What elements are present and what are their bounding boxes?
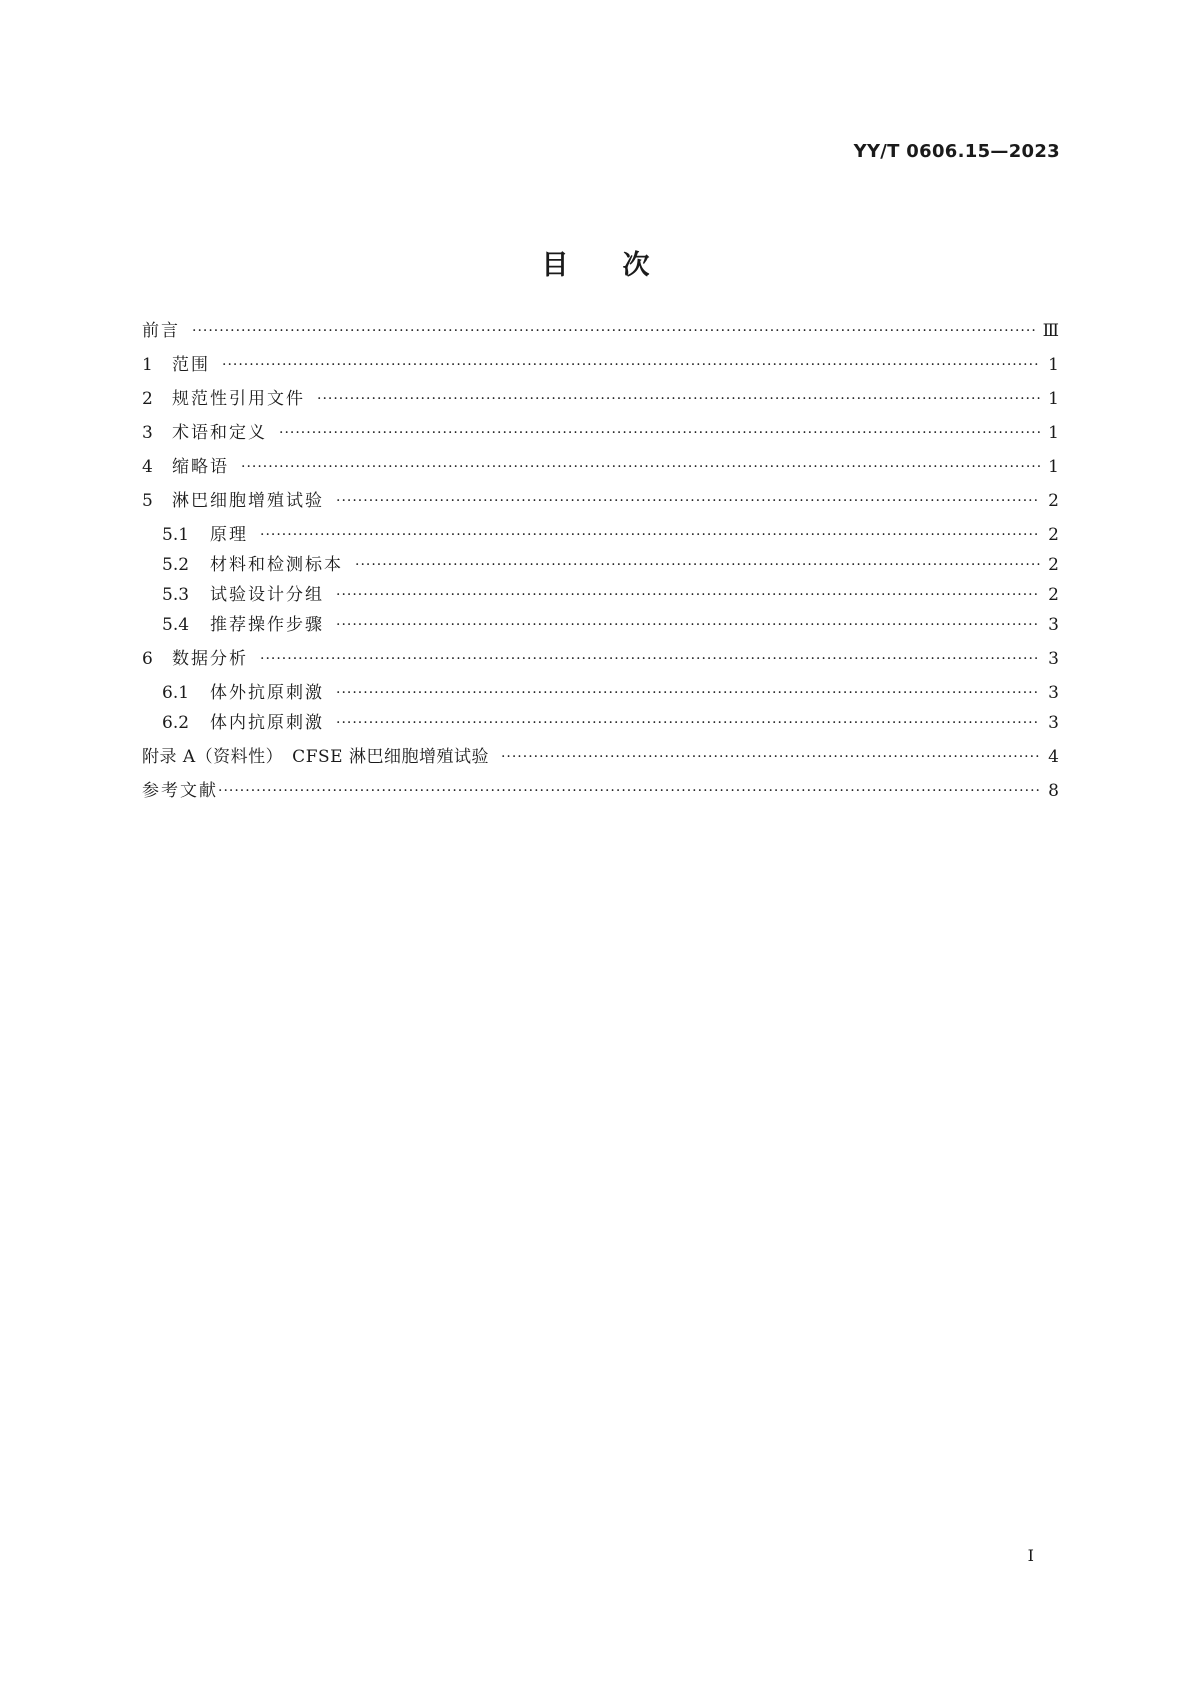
toc-leader-dots <box>260 646 1040 672</box>
toc-leader-dots <box>336 680 1040 706</box>
toc-entry-label: 材料和检测标本 <box>210 555 343 575</box>
toc-entry-label: 规范性引用文件 <box>172 389 305 409</box>
toc-entry-page: 3 <box>1048 713 1059 733</box>
toc-entry-page: 3 <box>1048 683 1059 703</box>
toc-entry-number: 6.1 <box>162 683 190 703</box>
toc-entry-label: 前言 <box>142 321 180 341</box>
toc-leader-dots <box>501 744 1040 770</box>
toc-entry-page: 2 <box>1048 585 1059 605</box>
toc-entry-number: 3 <box>142 423 153 443</box>
document-code: YY/T 0606.15—2023 <box>853 141 1060 162</box>
toc-entry-6[interactable] <box>142 646 1059 672</box>
toc-entry-number: 5.4 <box>162 615 190 635</box>
toc-leader-dots <box>336 488 1040 514</box>
toc-entry-4[interactable] <box>142 454 1059 480</box>
toc-leader-dots <box>241 454 1040 480</box>
toc-entry-page: 3 <box>1048 615 1059 635</box>
toc-entry-label: 体内抗原刺激 <box>210 713 324 733</box>
toc-entry-page: 3 <box>1048 649 1059 669</box>
toc-leader-dots <box>192 318 1035 344</box>
toc-entry-number: 5.1 <box>162 525 190 545</box>
toc-leader-dots <box>336 612 1040 638</box>
toc-entry-label: 数据分析 <box>172 649 248 669</box>
toc-entry-label: 推荐操作步骤 <box>210 615 324 635</box>
toc-entry-6-1[interactable] <box>162 680 1059 706</box>
toc-leader-dots <box>355 552 1040 578</box>
toc-entry-1[interactable] <box>142 352 1059 378</box>
toc-entry-annex-a[interactable] <box>142 744 1059 770</box>
toc-entry-5-2[interactable] <box>162 552 1059 578</box>
toc-entry-bibliography[interactable] <box>142 778 1059 804</box>
toc-entry-number: 4 <box>142 457 153 477</box>
toc-entry-label: 试验设计分组 <box>210 585 324 605</box>
toc-entry-page: 2 <box>1048 491 1059 511</box>
toc-entry-6-2[interactable] <box>162 710 1059 736</box>
toc-entry-label: 参考文献 <box>142 781 218 801</box>
toc-leader-dots <box>317 386 1040 412</box>
toc-entry-5[interactable] <box>142 488 1059 514</box>
toc-entry-number: 2 <box>142 389 153 409</box>
toc-entry-label: 体外抗原刺激 <box>210 683 324 703</box>
toc-entry-page: 4 <box>1048 747 1059 767</box>
toc-entry-foreword[interactable] <box>142 318 1059 344</box>
toc-leader-dots <box>336 582 1040 608</box>
toc-entry-page: 8 <box>1048 781 1059 801</box>
toc-entry-label: 附录 A（资料性） CFSE 淋巴细胞增殖试验 <box>142 747 489 767</box>
toc-entry-label: 范围 <box>172 355 210 375</box>
toc-entry-page: 2 <box>1048 555 1059 575</box>
toc-entry-label: 原理 <box>210 525 248 545</box>
toc-entry-page: 1 <box>1048 355 1059 375</box>
toc-leader-dots <box>336 710 1040 736</box>
toc-entry-5-4[interactable] <box>162 612 1059 638</box>
toc-entry-page: 1 <box>1048 389 1059 409</box>
toc-entry-page: Ⅲ <box>1042 321 1059 341</box>
toc-title: 目 次 <box>541 250 650 281</box>
toc-entry-page: 1 <box>1048 457 1059 477</box>
toc-entry-3[interactable] <box>142 420 1059 446</box>
toc-leader-dots <box>218 778 1040 804</box>
toc-entry-page: 2 <box>1048 525 1059 545</box>
toc-entry-number: 5.3 <box>162 585 190 605</box>
toc-entry-label: 术语和定义 <box>172 423 267 443</box>
toc-entry-number: 5.2 <box>162 555 190 575</box>
toc-entry-5-3[interactable] <box>162 582 1059 608</box>
page-number: I <box>1027 1546 1034 1565</box>
toc-entry-label: 缩略语 <box>172 457 229 477</box>
toc-entry-number: 5 <box>142 491 153 511</box>
toc-entry-number: 6.2 <box>162 713 190 733</box>
toc-leader-dots <box>222 352 1040 378</box>
toc-entry-5-1[interactable] <box>162 522 1059 548</box>
toc-entry-page: 1 <box>1048 423 1059 443</box>
toc-entry-label: 淋巴细胞增殖试验 <box>172 491 324 511</box>
toc-leader-dots <box>279 420 1040 446</box>
toc-entry-number: 1 <box>142 355 153 375</box>
toc-entry-2[interactable] <box>142 386 1059 412</box>
toc-leader-dots <box>260 522 1040 548</box>
toc-entry-number: 6 <box>142 649 153 669</box>
